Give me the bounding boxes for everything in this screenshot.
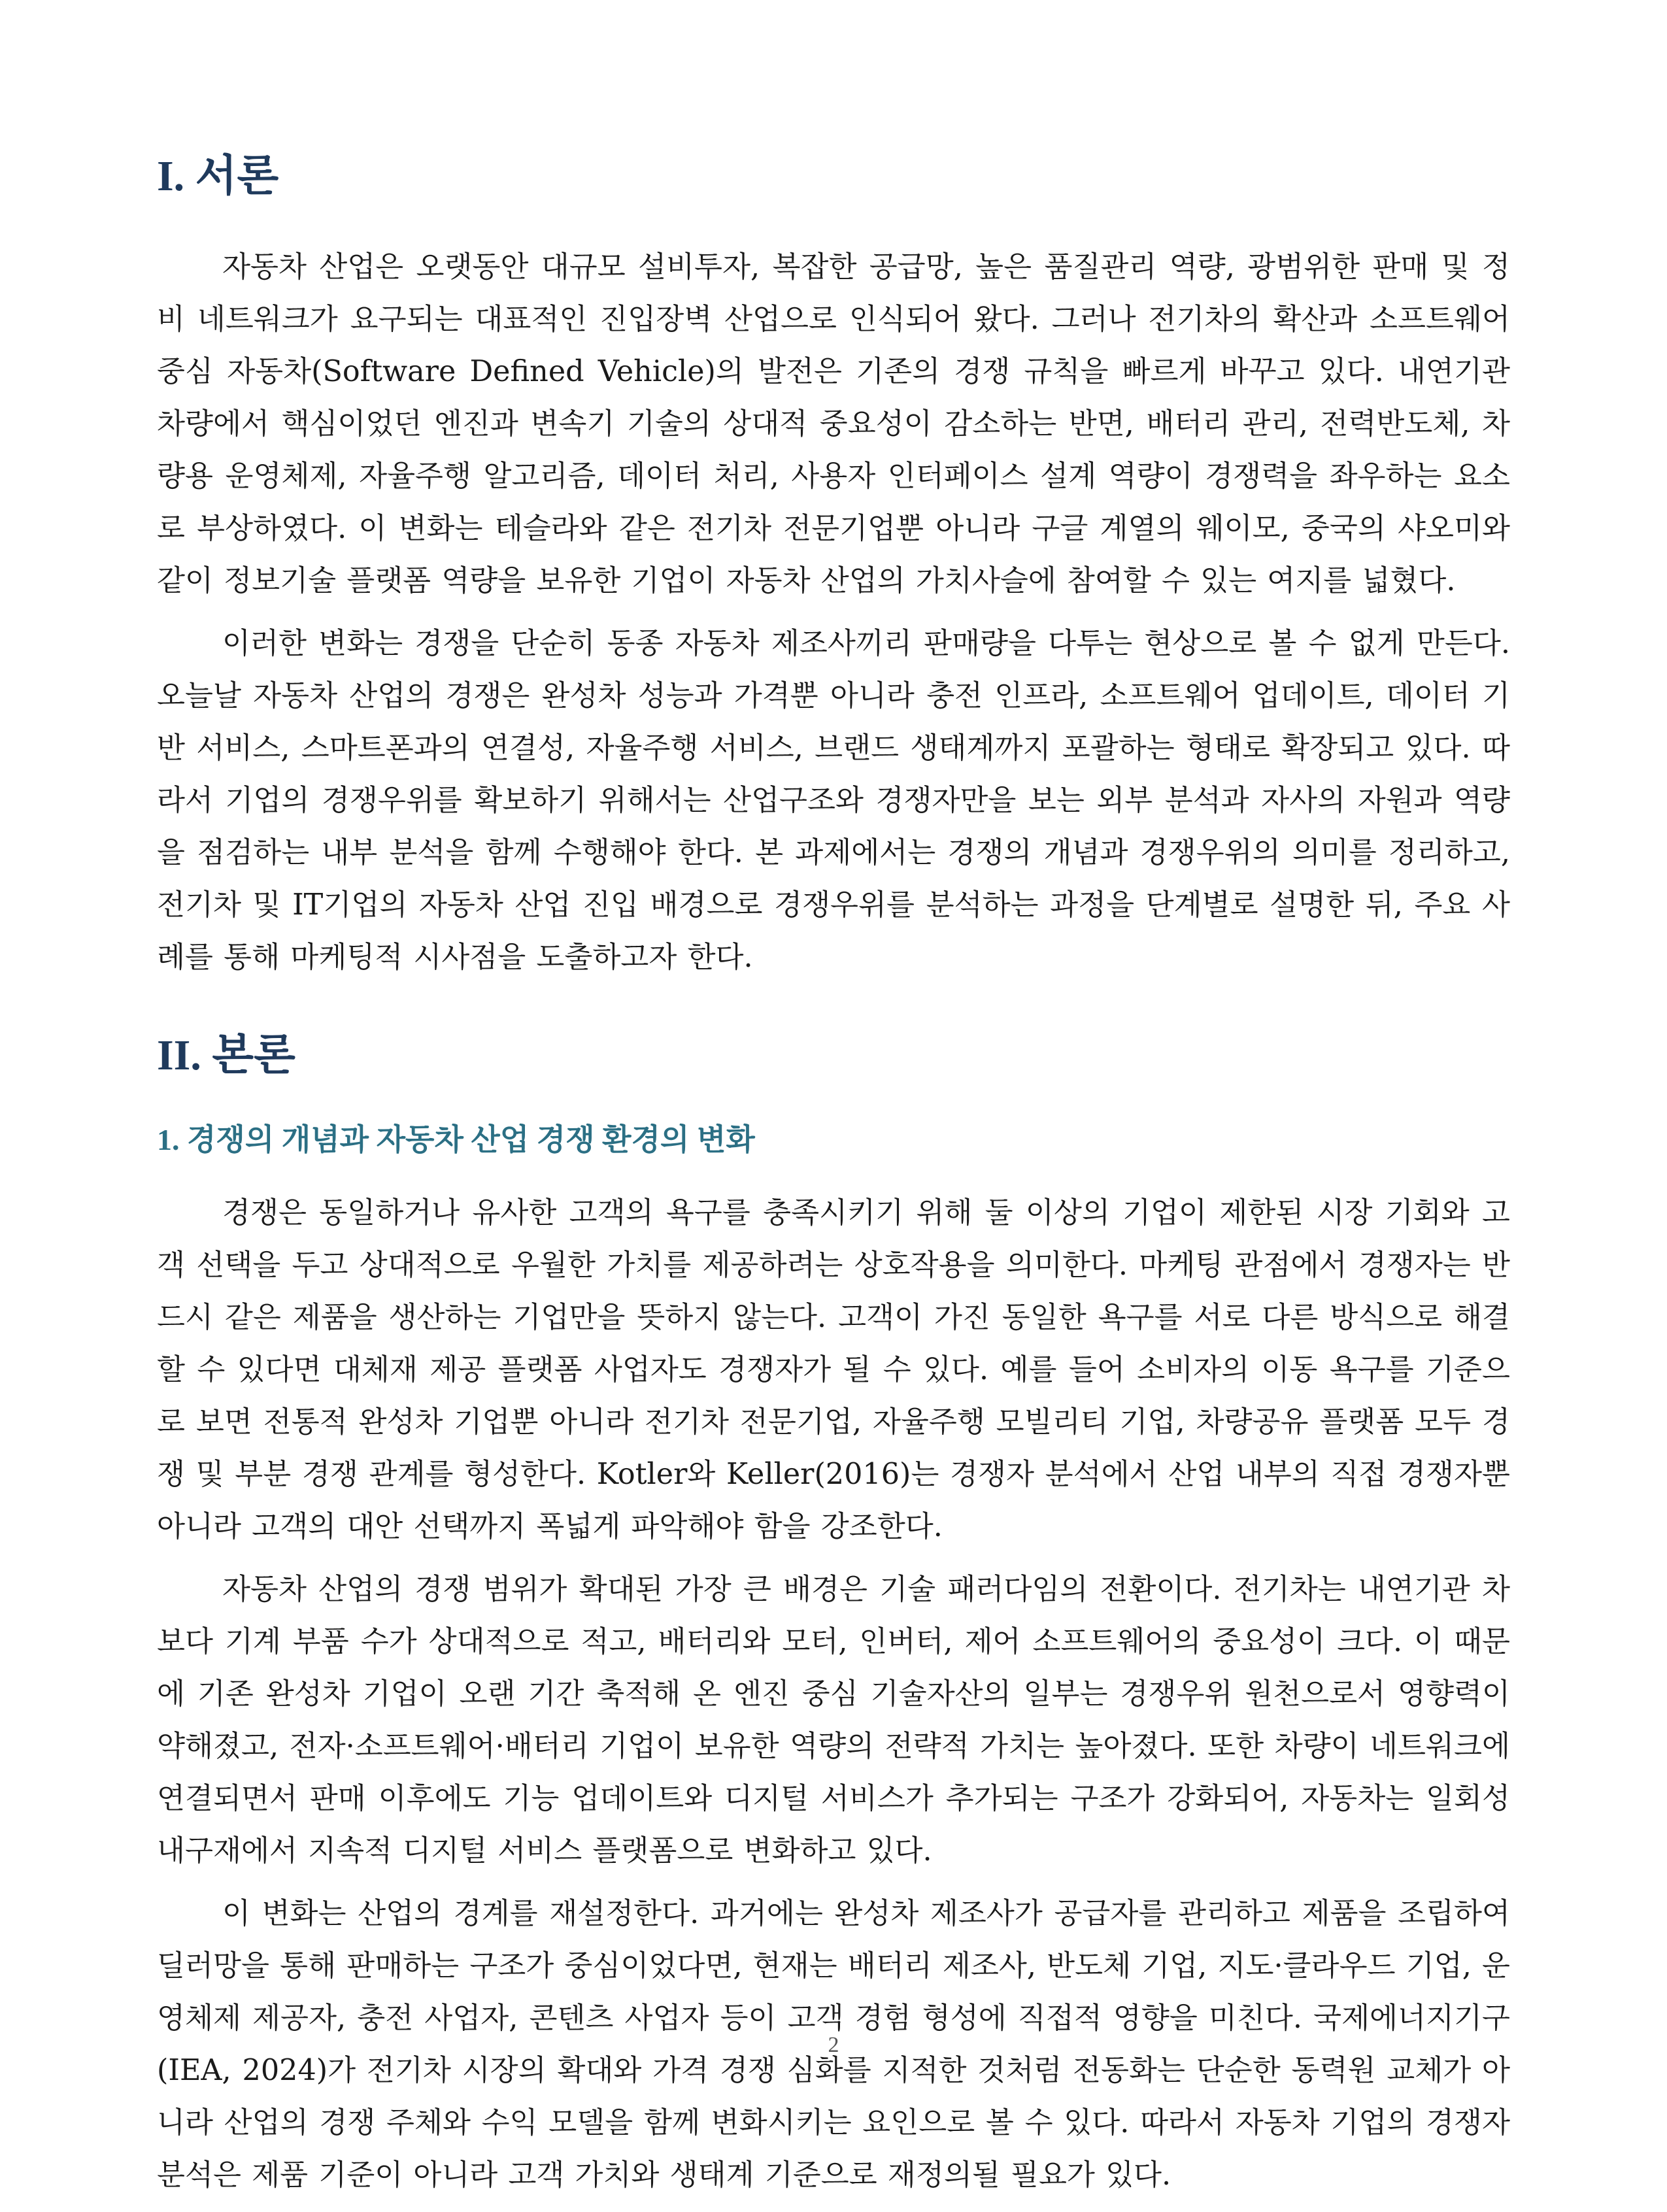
intro-paragraph-1: 자동차 산업은 오랫동안 대규모 설비투자, 복잡한 공급망, 높은 품질관리 역량, 광범위한 판매 및 정비 네트워크가 요구되는 대표적인 진입장벽 산업으로 인식되어 왔다. 그러나 전기차의 확산과 소프트웨어 중심 자동차(Software Defined Vehicle)의 발전은 기존의 경쟁 규칙을 빠르게 바꾸고 있다. 내연기관 차량에서 핵심이었던 엔진과 변속기 기술의 상대적 중요성이 감소하는 반면, 배터리 관리, 전력반도체, 차량용 운영체제, 자율주행 알고리즘, 데이터 처리, 사용자 인터페이스 설계 역량이 경쟁력을 좌우하는 요소로 부상하였다. 이 변화는 테슬라와 같은 전기차 전문기업뿐 아니라 구글 계열의 웨이모, 중국의 샤오미와 같이 정보기술 플랫폼 역량을 보유한 기업이 자동차 산업의 가치사슬에 참여할 수 있는 여지를 넓혔다. xyxy=(157,250,1510,598)
body-paragraph-2: 자동차 산업의 경쟁 범위가 확대된 가장 큰 배경은 기술 패러다임의 전환이다. 전기차는 내연기관 차보다 기계 부품 수가 상대적으로 적고, 배터리와 모터, 인버터, 제어 소프트웨어의 중요성이 크다. 이 때문에 기존 완성차 기업이 오랜 기간 축적해 온 엔진 중심 기술자산의 일부는 경쟁우위 원천으로서 영향력이 약해졌고, 전자·소프트웨어·배터리 기업이 보유한 역량의 전략적 가치는 높아졌다. 또한 차량이 네트워크에 연결되면서 판매 이후에도 기능 업데이트와 디지털 서비스가 추가되는 구조가 강화되어, 자동차는 일회성 내구재에서 지속적 디지털 서비스 플랫폼으로 변화하고 있다. xyxy=(157,1573,1510,1868)
page-number: 2 xyxy=(828,2033,839,2057)
body-paragraph-1: 경쟁은 동일하거나 유사한 고객의 욕구를 충족시키기 위해 둘 이상의 기업이 제한된 시장 기회와 고객 선택을 두고 상대적으로 우월한 가치를 제공하려는 상호작용을 의미한다. 마케팅 관점에서 경쟁자는 반드시 같은 제품을 생산하는 기업만을 뜻하지 않는다. 고객이 가진 동일한 욕구를 서로 다른 방식으로 해결할 수 있다면 대체재 제공 플랫폼 사업자도 경쟁자가 될 수 있다. 예를 들어 소비자의 이동 욕구를 기준으로 보면 전통적 완성차 기업뿐 아니라 전기차 전문기업, 자율주행 모빌리티 기업, 차량공유 플랫폼 모두 경쟁 및 부분 경쟁 관계를 형성한다. Kotler와 Keller(2016)는 경쟁자 분석에서 산업 내부의 직접 경쟁자뿐 아니라 고객의 대안 선택까지 폭넓게 파악해야 함을 강조한다. xyxy=(157,1196,1510,1544)
subsection-heading-1: 1. 경쟁의 개념과 자동차 산업 경쟁 환경의 변화 xyxy=(157,1123,755,1157)
intro-paragraph-2: 이러한 변화는 경쟁을 단순히 동종 자동차 제조사끼리 판매량을 다투는 현상으로 볼 수 없게 만든다. 오늘날 자동차 산업의 경쟁은 완성차 성능과 가격뿐 아니라 충전 인프라, 소프트웨어 업데이트, 데이터 기반 서비스, 스마트폰과의 연결성, 자율주행 서비스, 브랜드 생태계까지 포괄하는 형태로 확장되고 있다. 따라서 기업의 경쟁우위를 확보하기 위해서는 산업구조와 경쟁자만을 보는 외부 분석과 자사의 자원과 역량을 점검하는 내부 분석을 함께 수행해야 한다. 본 과제에서는 경쟁의 개념과 경쟁우위의 의미를 정리하고, 전기차 및 IT기업의 자동차 산업 진입 배경으로 경쟁우위를 분석하는 과정을 단계별로 설명한 뒤, 주요 사례를 통해 마케팅적 시사점을 도출하고자 한다. xyxy=(157,627,1510,975)
section-heading-intro: I. 서론 xyxy=(157,152,279,200)
section-heading-body: II. 본론 xyxy=(157,1031,295,1080)
document-page xyxy=(157,150,1510,2212)
body-paragraph-3: 이 변화는 산업의 경계를 재설정한다. 과거에는 완성차 제조사가 공급자를 관리하고 제품을 조립하여 딜러망을 통해 판매하는 구조가 중심이었다면, 현재는 배터리 제조사, 반도체 기업, 지도·클라우드 기업, 운영체제 제공자, 충전 사업자, 콘텐츠 사업자 등이 고객 경험 형성에 직접적 영향을 미친다. 국제에너지기구(IEA, 2024)가 전기차 시장의 확대와 가격 경쟁 심화를 지적한 것처럼 전동화는 단순한 동력원 교체가 아니라 산업의 경쟁 주체와 수익 모델을 함께 변화시키는 요인으로 볼 수 있다. 따라서 자동차 기업의 경쟁자 분석은 제품 기준이 아니라 고객 가치와 생태계 기준으로 재정의될 필요가 있다. xyxy=(157,1897,1510,2192)
